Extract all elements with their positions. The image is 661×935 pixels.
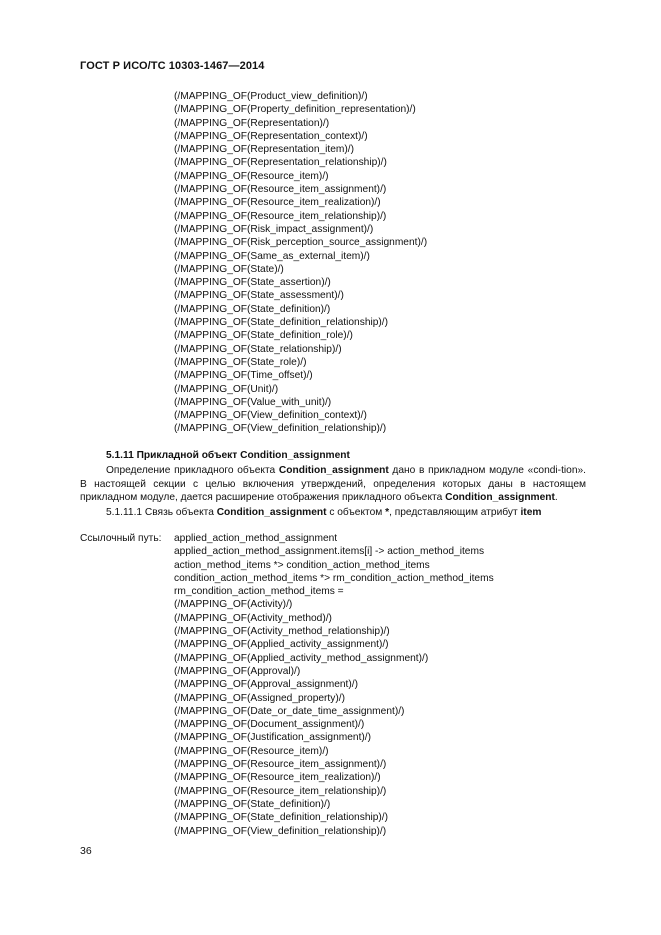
mapping-line: (/MAPPING_OF(Approval_assignment)/) [174,679,358,691]
mapping-line: (/MAPPING_OF(State_relationship)/) [174,343,342,355]
mapping-line: (/MAPPING_OF(Representation)/) [174,117,330,129]
mapping-line: (/MAPPING_OF(State_assertion)/) [174,277,331,289]
sub-bold-2: * [385,507,390,518]
document-header: ГОСТ Р ИСО/ТС 10303-1467—2014 [80,60,265,72]
mapping-line: (/MAPPING_OF(Resource_item_assignment)/) [174,184,387,196]
para-text-1: Определение прикладного объекта [106,465,279,476]
mapping-line: (/MAPPING_OF(State_definition)/) [174,798,331,810]
sub-text-1: 5.1.11.1 Связь объекта [106,507,217,518]
mapping-line: (/MAPPING_OF(Applied_activity_method_assignment)/) [174,652,429,664]
mapping-line: (/MAPPING_OF(State_definition)/) [174,303,331,315]
mapping-line: (/MAPPING_OF(Applied_activity_assignment)/) [174,639,389,651]
mapping-line: (/MAPPING_OF(Risk_perception_source_assignment)/) [174,237,428,249]
sub-text-2: с объектом [326,507,386,518]
mapping-line: applied_action_method_assignment [174,533,338,544]
mapping-line: (/MAPPING_OF(Resource_item)/) [174,745,329,757]
mapping-line: applied_action_method_assignment.items[i] -> action_method_items [174,546,485,558]
reference-path-label: Ссылочный путь: [80,533,162,544]
para-bold-1: Condition_assignment [278,465,389,476]
mapping-line: (/MAPPING_OF(Resource_item_relationship)/) [174,785,387,797]
mapping-line: (/MAPPING_OF(Assigned_property)/) [174,692,345,704]
subsection-heading [106,506,541,520]
mapping-line: (/MAPPING_OF(Resource_item)/) [174,170,329,182]
mapping-line: (/MAPPING_OF(View_definition_relationship)/) [174,423,387,435]
mapping-line: (/MAPPING_OF(View_definition_context)/) [174,410,367,422]
mapping-line: (/MAPPING_OF(Activity_method_relationship)/) [174,626,390,638]
mapping-line: (/MAPPING_OF(State_definition_relationship)/) [174,812,389,824]
mapping-line: (/MAPPING_OF(Representation_relationship)/) [174,157,387,169]
mapping-line: (/MAPPING_OF(View_definition_relationship)/) [174,825,387,837]
page-number: 36 [80,845,92,857]
sub-bold-3: item [520,507,542,518]
sub-bold-1: Condition_assignment [216,507,327,518]
mapping-line: (/MAPPING_OF(Date_or_date_time_assignment)/) [174,705,405,717]
mapping-line: (/MAPPING_OF(Same_as_external_item)/) [174,250,370,262]
mapping-line: (/MAPPING_OF(Representation_context)/) [174,130,368,142]
mapping-line: (/MAPPING_OF(Document_assignment)/) [174,719,365,731]
mapping-line: rm_condition_action_method_items = [174,586,344,598]
mapping-line: (/MAPPING_OF(Resource_item_realization)/) [174,197,381,209]
mapping-line: (/MAPPING_OF(State_assessment)/) [174,290,344,302]
mapping-line: (/MAPPING_OF(Time_offset)/) [174,370,313,382]
mapping-list-2 [174,532,494,838]
mapping-line: (/MAPPING_OF(Product_view_definition)/) [174,91,368,102]
mapping-line: (/MAPPING_OF(State)/) [174,263,284,275]
mapping-line: (/MAPPING_OF(Resource_item_realization)/) [174,772,381,784]
mapping-line: (/MAPPING_OF(State_definition_relationship)/) [174,317,389,329]
mapping-line: action_method_items *> condition_action_method_items [174,559,430,571]
mapping-line: (/MAPPING_OF(Value_with_unit)/) [174,396,332,408]
mapping-line: (/MAPPING_OF(Activity)/) [174,599,293,611]
mapping-line: (/MAPPING_OF(Unit)/) [174,383,279,395]
para-text-2: дано в прикладном модуле «condi-tion». В настоящей секции с целью включения утверждений, определения которых даны в настоящем прикладном модуле, дается расширение отображения прикладного объекта [80,465,586,504]
mapping-line: (/MAPPING_OF(Justification_assignment)/) [174,732,372,744]
mapping-list-1 [174,90,427,436]
mapping-line: (/MAPPING_OF(Activity_method)/) [174,612,332,624]
section-title: 5.1.11 Прикладной объект Condition_assignment [106,450,350,461]
mapping-line: (/MAPPING_OF(State_definition_role)/) [174,330,353,342]
mapping-line: (/MAPPING_OF(Resource_item_relationship)/) [174,210,387,222]
mapping-line: (/MAPPING_OF(Resource_item_assignment)/) [174,759,387,771]
sub-text-3: , представляющим атрибут [389,507,521,518]
mapping-line: (/MAPPING_OF(Risk_impact_assignment)/) [174,223,374,235]
mapping-line: (/MAPPING_OF(Representation_item)/) [174,144,355,156]
para-bold-2: Condition_assignment [445,492,555,504]
mapping-line: (/MAPPING_OF(State_role)/) [174,356,307,368]
mapping-line: (/MAPPING_OF(Property_definition_representation)/) [174,104,416,116]
mapping-line: condition_action_method_items *> rm_condition_action_method_items [174,572,494,584]
para-text-3: . [554,492,558,504]
mapping-line: (/MAPPING_OF(Approval)/) [174,665,301,677]
section-paragraph [80,464,586,505]
